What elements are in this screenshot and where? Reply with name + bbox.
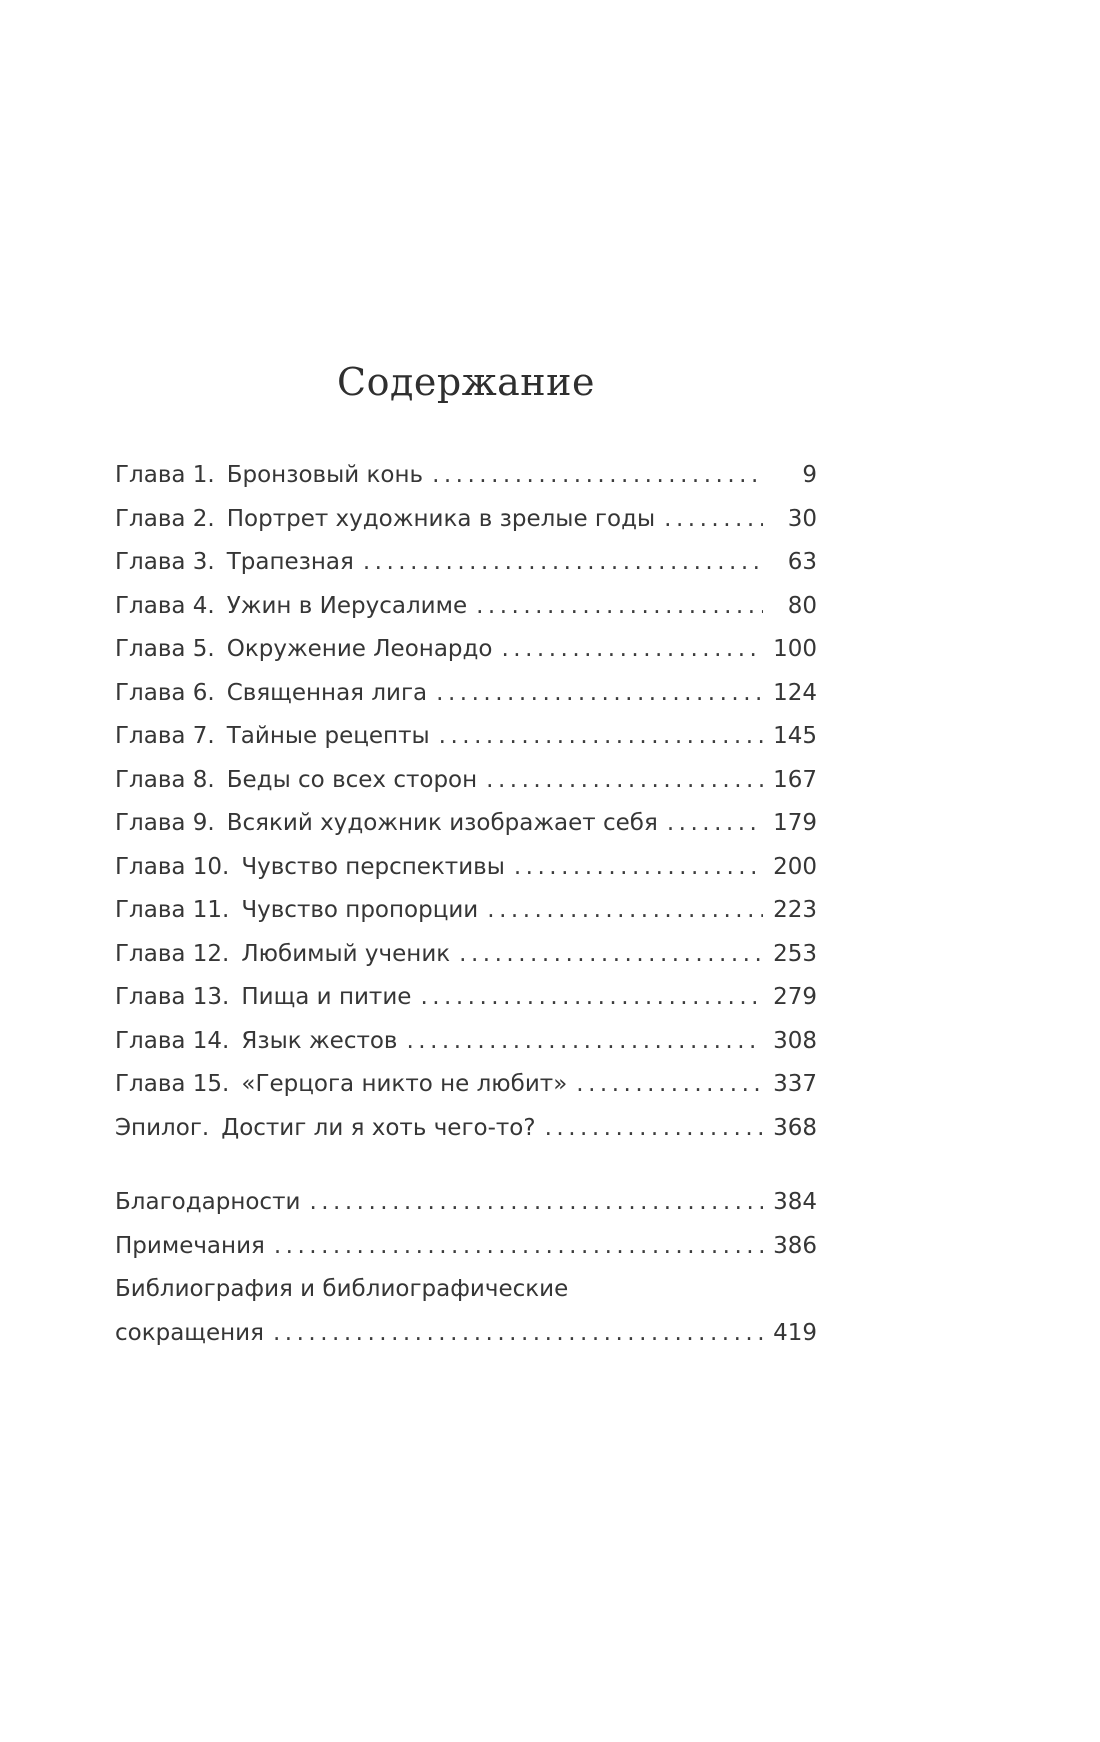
- toc-entry: [115, 1107, 817, 1151]
- dot-leader: [273, 1312, 763, 1356]
- toc-entry: [115, 498, 817, 542]
- chapter-title: Достиг ли я хоть чего-то?: [221, 1114, 536, 1141]
- page-number: 124: [773, 679, 817, 706]
- toc-content: [115, 360, 817, 1355]
- chapter-label: Глава 1.: [115, 462, 215, 488]
- toc-entry: [115, 1181, 817, 1225]
- chapter-label: Глава 2.: [115, 505, 215, 532]
- page-number: 337: [773, 1071, 817, 1097]
- page-number: 253: [773, 940, 817, 967]
- page-number: 9: [802, 462, 817, 488]
- chapter-label: Глава 14.: [115, 1027, 230, 1054]
- dot-leader: [309, 1181, 763, 1225]
- toc-entry: [115, 715, 817, 759]
- toc-entry: [115, 1225, 817, 1269]
- chapter-label: Глава 6.: [115, 679, 215, 706]
- page-title: Содержание: [337, 360, 595, 404]
- toc-entry: [115, 759, 817, 803]
- section-title-continued: сокращения: [115, 1319, 264, 1346]
- dot-leader: [667, 802, 763, 846]
- page-number: 80: [787, 592, 817, 619]
- toc-entry: [115, 672, 817, 716]
- chapter-label: Глава 5.: [115, 636, 215, 662]
- toc-entry: [115, 1020, 817, 1064]
- chapter-title: Язык жестов: [241, 1027, 398, 1054]
- toc-entry: [115, 802, 817, 846]
- toc-back-matter: [115, 1181, 817, 1355]
- chapter-label: Эпилог.: [115, 1114, 210, 1141]
- page-number: 100: [773, 636, 817, 662]
- chapter-title: Портрет художника в зрелые годы: [226, 505, 656, 532]
- chapter-title: Пища и питие: [241, 984, 412, 1010]
- toc-entry: [115, 454, 817, 498]
- toc-entry: [115, 1063, 817, 1107]
- dot-leader: [576, 1063, 763, 1107]
- page-number: 279: [773, 984, 817, 1010]
- page-number: 368: [773, 1114, 817, 1141]
- toc-entry-line2: [115, 1312, 817, 1356]
- page-number: 200: [773, 853, 817, 880]
- dot-leader: [514, 846, 763, 890]
- toc-entry: [115, 976, 817, 1020]
- page-number: 419: [773, 1319, 817, 1346]
- chapter-label: Глава 4.: [115, 592, 215, 619]
- chapter-label: Глава 10.: [115, 853, 230, 880]
- dot-leader: [476, 585, 763, 629]
- toc-entry: [115, 933, 817, 977]
- toc-entries: [115, 454, 817, 1150]
- dot-leader: [432, 454, 763, 498]
- chapter-title: Всякий художник изображает себя: [226, 810, 658, 836]
- page-number: 145: [773, 723, 817, 749]
- chapter-label: Глава 13.: [115, 984, 230, 1010]
- chapter-label: Глава 11.: [115, 897, 230, 923]
- dot-leader: [274, 1225, 763, 1269]
- toc-entry: [115, 628, 817, 672]
- dot-leader: [439, 715, 763, 759]
- dot-leader: [407, 1020, 764, 1064]
- dot-leader: [436, 672, 763, 716]
- page-number: 223: [773, 897, 817, 923]
- chapter-title: Любимый ученик: [241, 940, 451, 967]
- chapter-title: «Герцога никто не любит»: [241, 1071, 568, 1097]
- chapter-label: Глава 8.: [115, 766, 215, 793]
- toc-entry-line1: [115, 1268, 817, 1312]
- chapter-label: Глава 9.: [115, 810, 215, 836]
- chapter-title: Чувство перспективы: [241, 853, 505, 880]
- chapter-title: Бронзовый конь: [226, 462, 424, 488]
- page-number: 386: [773, 1232, 817, 1259]
- page-number: 308: [773, 1027, 817, 1054]
- chapter-title: Трапезная: [226, 549, 354, 575]
- chapter-title: Ужин в Иерусалиме: [226, 592, 468, 619]
- page-number: 167: [773, 766, 817, 793]
- page-number: 179: [773, 810, 817, 836]
- chapter-title: Чувство пропорции: [241, 897, 479, 923]
- dot-leader: [459, 933, 763, 977]
- dot-leader: [363, 541, 763, 585]
- toc-entry: [115, 541, 817, 585]
- chapter-title: Священная лига: [226, 679, 428, 706]
- chapter-title: Окружение Леонардо: [226, 636, 493, 662]
- chapter-label: Глава 7.: [115, 723, 215, 749]
- chapter-title: Тайные рецепты: [226, 723, 430, 749]
- dot-leader: [420, 976, 763, 1020]
- section-title: Библиография и библиографические: [115, 1276, 569, 1302]
- dot-leader: [545, 1107, 763, 1151]
- page-number: 384: [773, 1189, 817, 1215]
- page-number: 30: [787, 505, 817, 532]
- dot-leader: [501, 628, 763, 672]
- chapter-label: Глава 12.: [115, 940, 230, 967]
- toc-entry: [115, 889, 817, 933]
- page-number: 63: [787, 549, 817, 575]
- dot-leader: [486, 759, 763, 803]
- toc-entry: [115, 585, 817, 629]
- section-title: Благодарности: [115, 1189, 301, 1215]
- dot-leader: [487, 889, 763, 933]
- toc-entry: [115, 846, 817, 890]
- chapter-title: Беды со всех сторон: [226, 766, 478, 793]
- dot-leader: [664, 498, 763, 542]
- chapter-label: Глава 3.: [115, 549, 215, 575]
- chapter-label: Глава 15.: [115, 1071, 230, 1097]
- section-title: Примечания: [115, 1232, 265, 1259]
